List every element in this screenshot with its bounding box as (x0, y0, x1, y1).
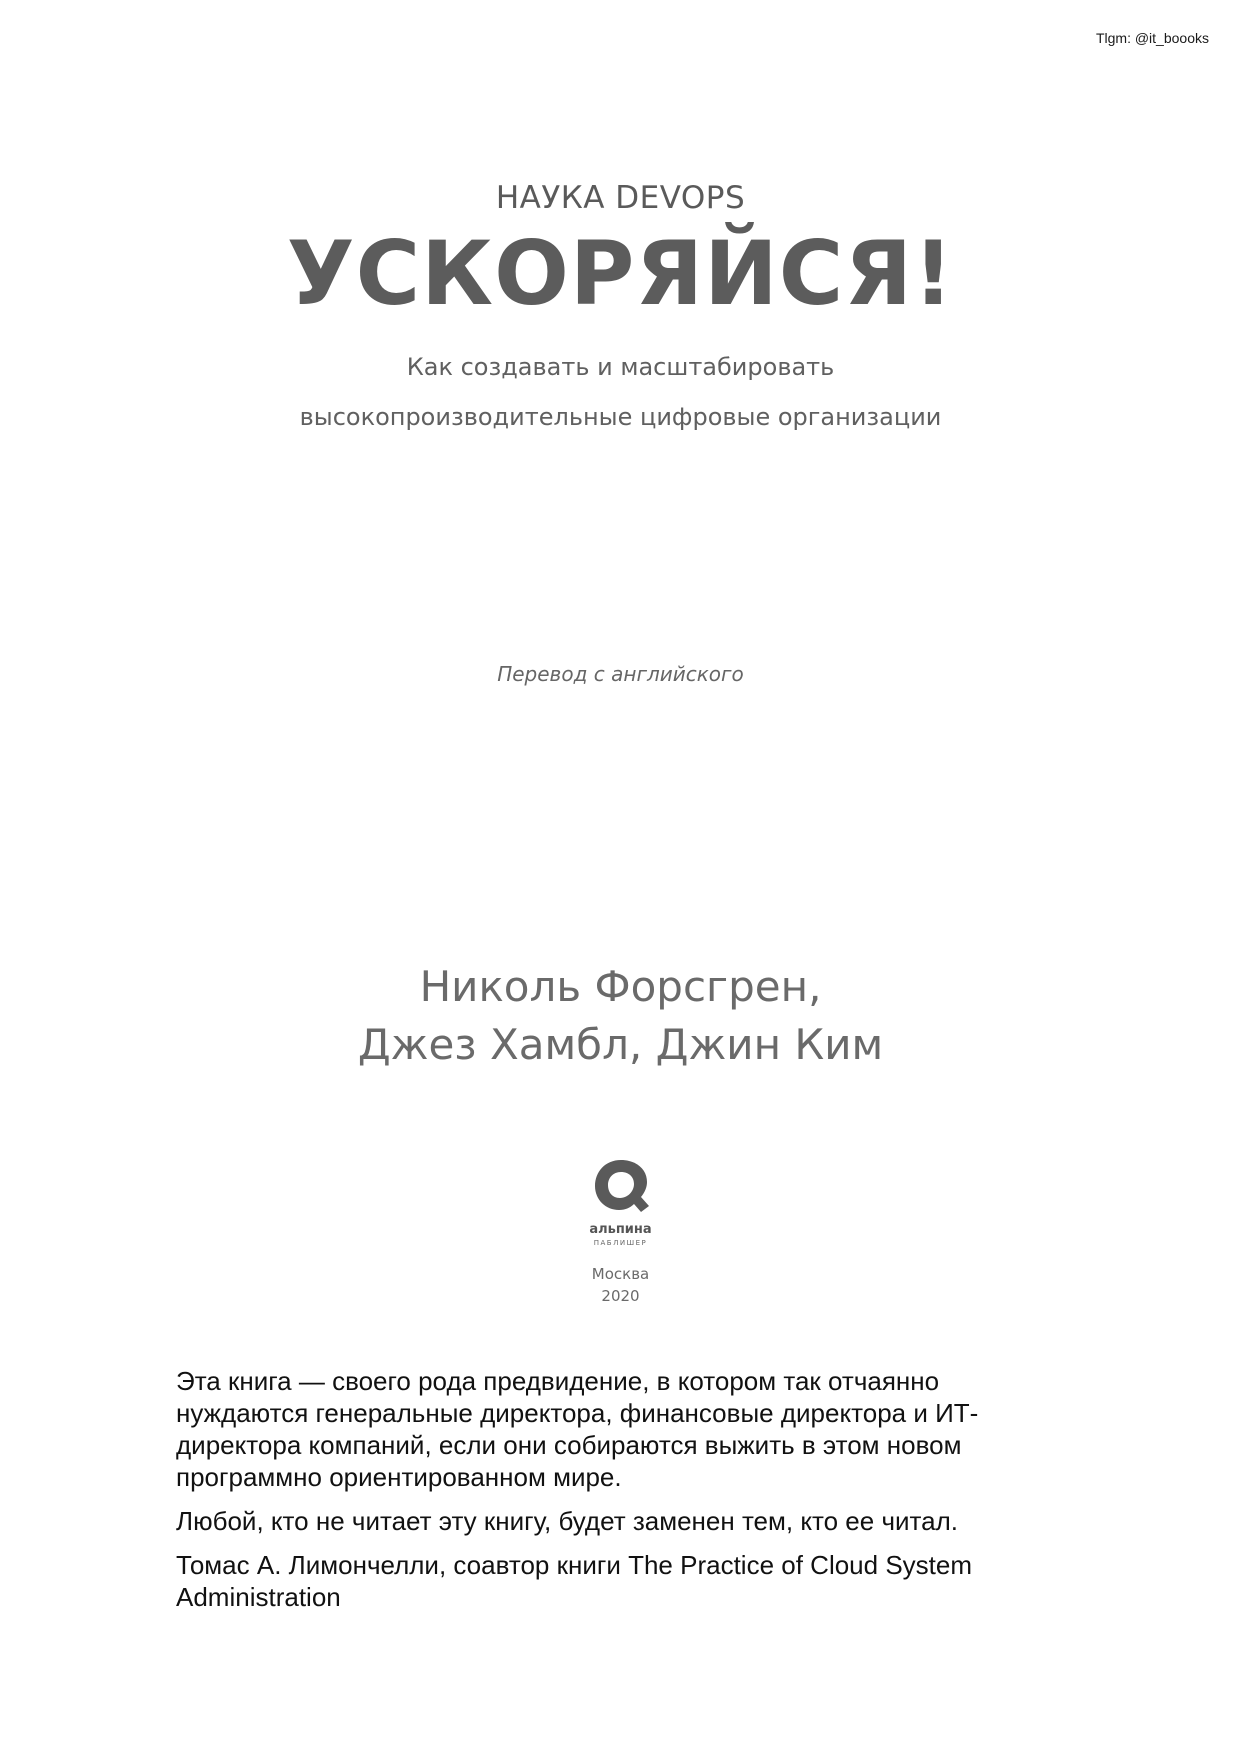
blurb-quote-1: Эта книга — своего рода предвидение, в котором так отчаянно нуждаются генеральные директора, финансовые директора и ИТ-директора компаний, если они собираются выжить в этом новом программно ориентированном мире. (176, 1366, 979, 1492)
publisher-city: Москва (591, 1265, 650, 1283)
authors (0, 958, 1241, 1074)
series-name: НАУКА DEVOPS (495, 180, 746, 216)
authors-line-1: Николь Форсгрен, (419, 962, 822, 1011)
publisher-name: альпина (589, 1222, 652, 1237)
blurb-quote-2: Любой, кто не читает эту книгу, будет заменен тем, кто ее читал. (176, 1506, 958, 1536)
subtitle-line-1: Как создавать и масштабировать (406, 353, 835, 381)
publisher-subname: ПАБЛИШЕР (593, 1239, 648, 1247)
subtitle-line-2: высокопроизводительные цифровые организации (299, 403, 942, 431)
book-title: УСКОРЯЙСЯ! (286, 222, 955, 325)
blurb (176, 1365, 1056, 1625)
authors-line-2: Джез Хамбл, Джин Ким (357, 1020, 884, 1069)
book-subtitle (0, 342, 1241, 442)
blurb-attribution: Томас А. Лимончелли, соавтор книги The Practice of Cloud System Administration (176, 1550, 973, 1612)
publisher-block (0, 1156, 1241, 1305)
title-block (0, 180, 1241, 442)
translation-note: Перевод с английского (497, 662, 744, 686)
alpina-logo-icon (591, 1156, 651, 1216)
watermark: Tlgm: @it_boooks (1095, 30, 1209, 46)
publication-year: 2020 (601, 1287, 640, 1305)
